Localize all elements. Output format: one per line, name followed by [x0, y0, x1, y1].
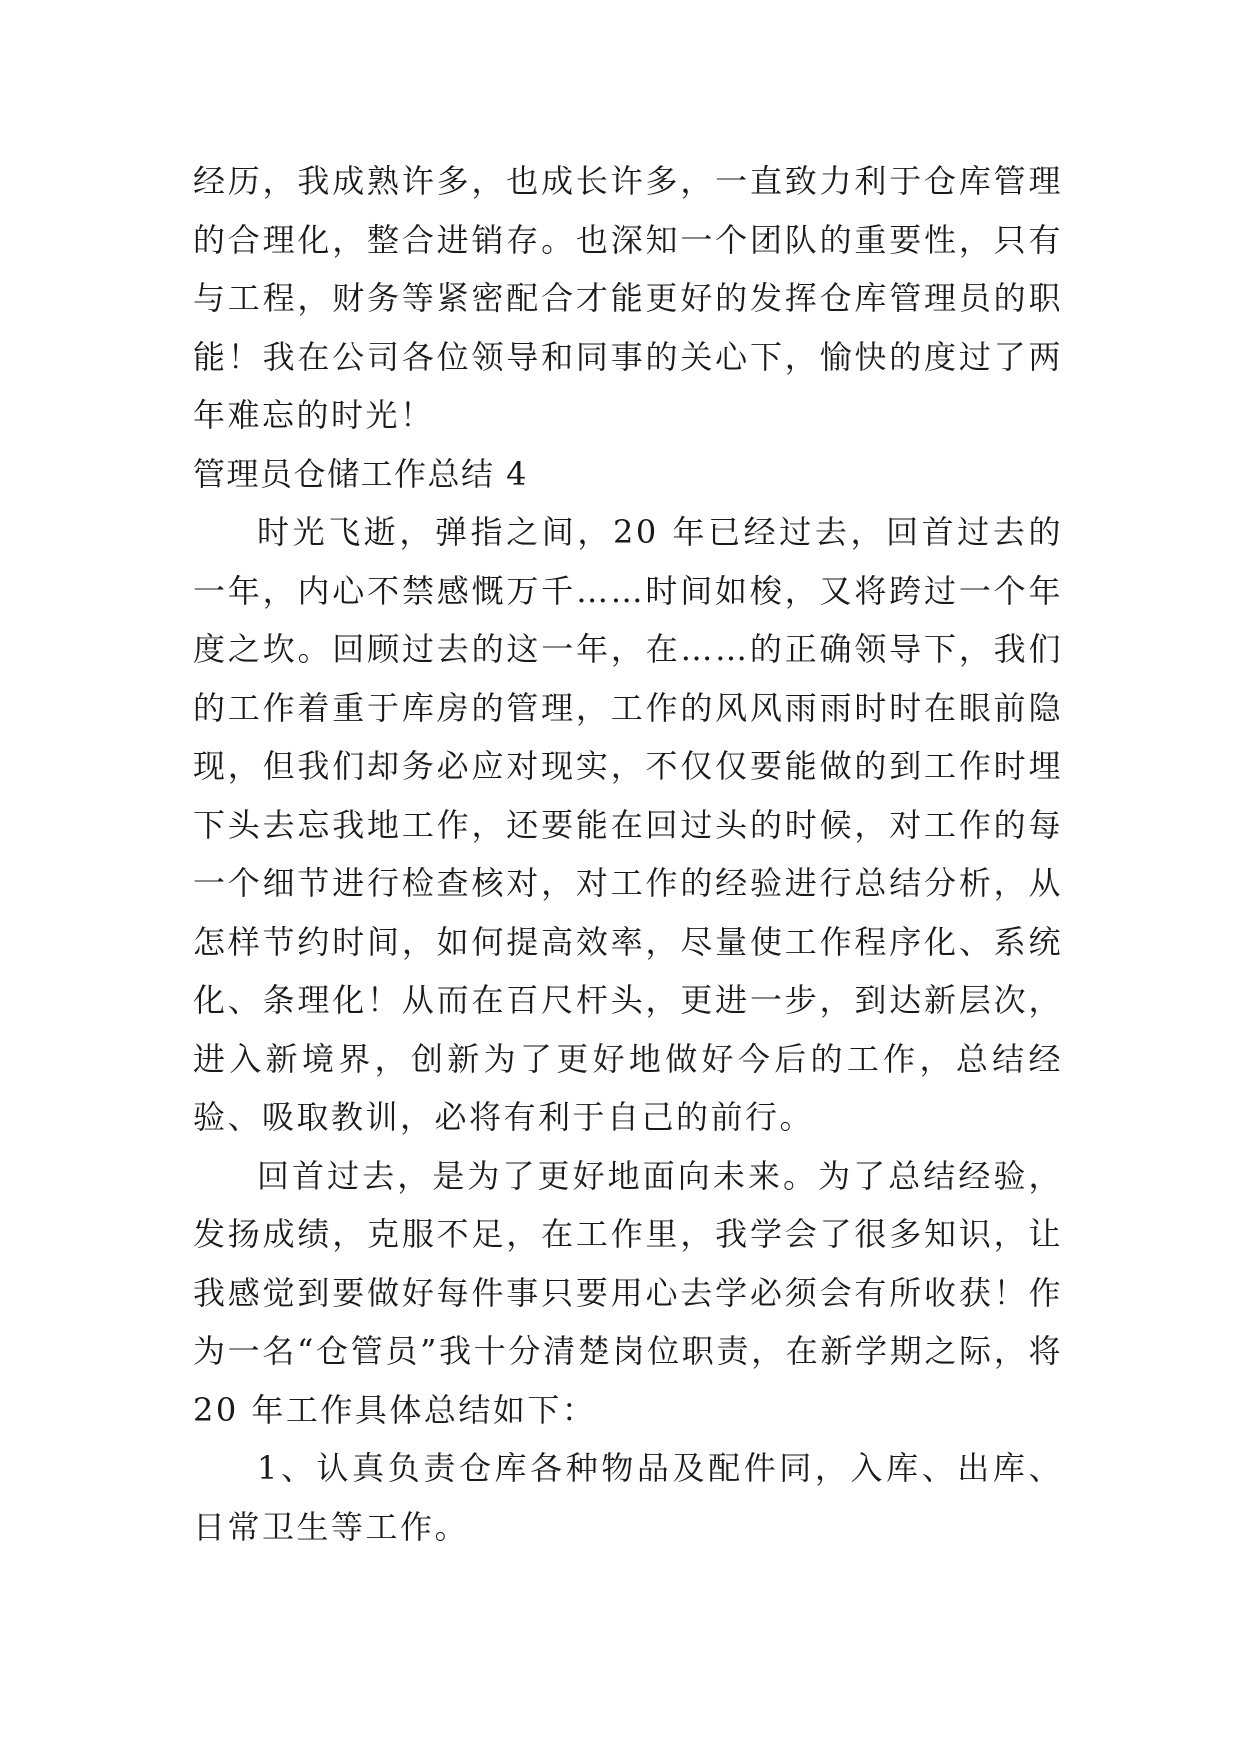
document-body [193, 152, 1076, 1556]
paragraph-intro: 时光飞逝，弹指之间，20 年已经过去，回首过去的一年，内心不禁感慨万千……时间如梭，又将跨过一个年度之坎。回顾过去的这一年，在……的正确领导下，我们的工作着重于库房的管理，工作的风风雨雨时时在眼前隐现，但我们却务必应对现实，不仅仅要能做的到工作时埋下头去忘我地工作，还要能在回过头的时候，对工作的每一个细节进行检查核对，对工作的经验进行总结分析，从怎样节约时间，如何提高效率，尽量使工作程序化、系统化、条理化！从而在百尺杆头，更进一步，到达新层次，进入新境界，创新为了更好地做好今后的工作，总结经验、吸取教训，必将有利于自己的前行。 [193, 513, 1063, 1136]
list-item-1: 1、认真负责仓库各种物品及配件同，入库、出库、日常卫生等工作。 [193, 1449, 1063, 1546]
paragraph-review: 回首过去，是为了更好地面向未来。为了总结经验，发扬成绩，克服不足，在工作里，我学会了很多知识，让我感觉到要做好每件事只要用心去学必须会有所收获！作为一名“仓管员”我十分清楚岗位职责，在新学期之际，将 20 年工作具体总结如下： [193, 1156, 1076, 1429]
section-heading: 管理员仓储工作总结 4 [193, 454, 529, 493]
paragraph-continuation: 经历，我成熟许多，也成长许多，一直致力利于仓库管理的合理化，整合进销存。也深知一个团队的重要性，只有与工程，财务等紧密配合才能更好的发挥仓库管理员的职能！我在公司各位领导和同事的关心下，愉快的度过了两年难忘的时光！ [193, 162, 1063, 434]
